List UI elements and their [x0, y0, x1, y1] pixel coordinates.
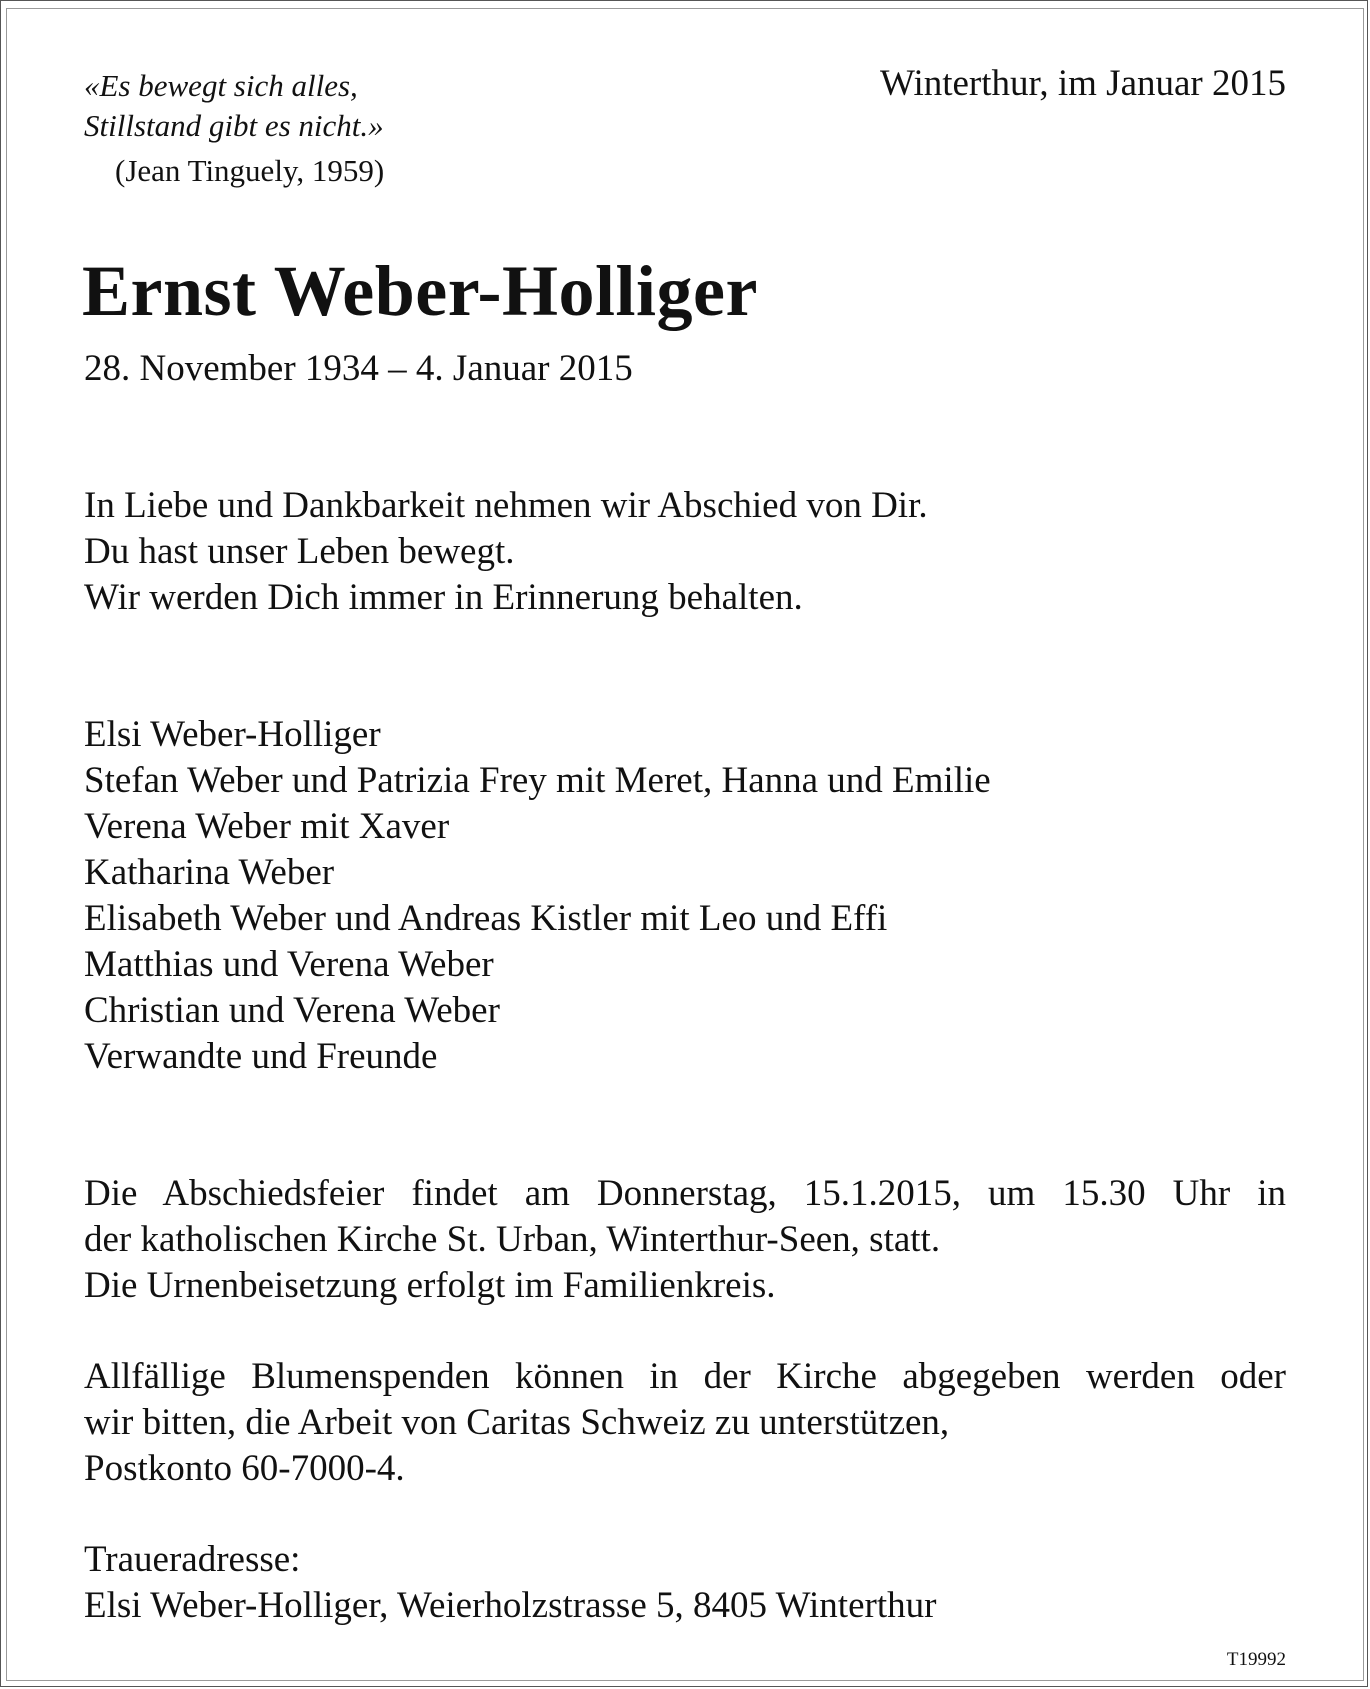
mourner-entry: Elsi Weber-Holliger [84, 714, 381, 755]
farewell-line: Du hast unser Leben bewegt. [84, 531, 515, 572]
farewell-line: In Liebe und Dankbarkeit nehmen wir Abschied von Dir. [84, 485, 928, 526]
mourner-entry: Verwandte und Freunde [84, 1036, 438, 1077]
address-value: Elsi Weber-Holliger, Weierholzstrasse 5, 8405 Winterthur [84, 1585, 937, 1626]
mourner-entry: Christian und Verena Weber [84, 990, 500, 1031]
mourner-entry: Stefan Weber und Patrizia Frey mit Meret, Hanna und Emilie [84, 760, 991, 801]
mourner-entry: Katharina Weber [84, 852, 335, 893]
ceremony-line: Die Abschiedsfeier findet am Donnerstag, 15.1.2015, um 15.30 Uhr in [84, 1173, 1286, 1214]
motto-source: (Jean Tinguely, 1959) [115, 153, 385, 188]
donation-line: wir bitten, die Arbeit von Caritas Schweiz zu unterstützen, [84, 1402, 950, 1443]
deceased-name: Ernst Weber-Holliger [82, 251, 758, 331]
mourner-entry: Elisabeth Weber und Andreas Kistler mit Leo und Effi [84, 898, 888, 939]
reference-code: T19992 [1226, 1649, 1286, 1670]
address-label: Traueradresse: [84, 1539, 301, 1580]
mourner-entry: Verena Weber mit Xaver [84, 806, 450, 847]
ceremony-info [84, 1171, 1286, 1309]
place-date: Winterthur, im Januar 2015 [880, 63, 1286, 104]
farewell-line: Wir werden Dich immer in Erinnerung behalten. [84, 577, 803, 618]
ceremony-line: der katholischen Kirche St. Urban, Winterthur-Seen, statt. [84, 1219, 941, 1260]
donation-line: Allfällige Blumenspenden können in der Kirche abgegeben werden oder [84, 1356, 1286, 1397]
mourning-address [84, 1537, 936, 1629]
mourners-list [84, 712, 991, 1080]
life-dates: 28. November 1934 – 4. Januar 2015 [84, 348, 633, 389]
mourner-entry: Matthias und Verena Weber [84, 944, 494, 985]
ceremony-line: Die Urnenbeisetzung erfolgt im Familienkreis. [84, 1265, 776, 1306]
motto-line: Stillstand gibt es nicht.» [84, 108, 384, 143]
motto-line: «Es bewegt sich alles, [84, 68, 358, 103]
donation-line: Postkonto 60-7000-4. [84, 1448, 405, 1489]
farewell-text [84, 483, 928, 621]
donation-info [84, 1354, 1286, 1492]
motto-quote [84, 66, 384, 146]
